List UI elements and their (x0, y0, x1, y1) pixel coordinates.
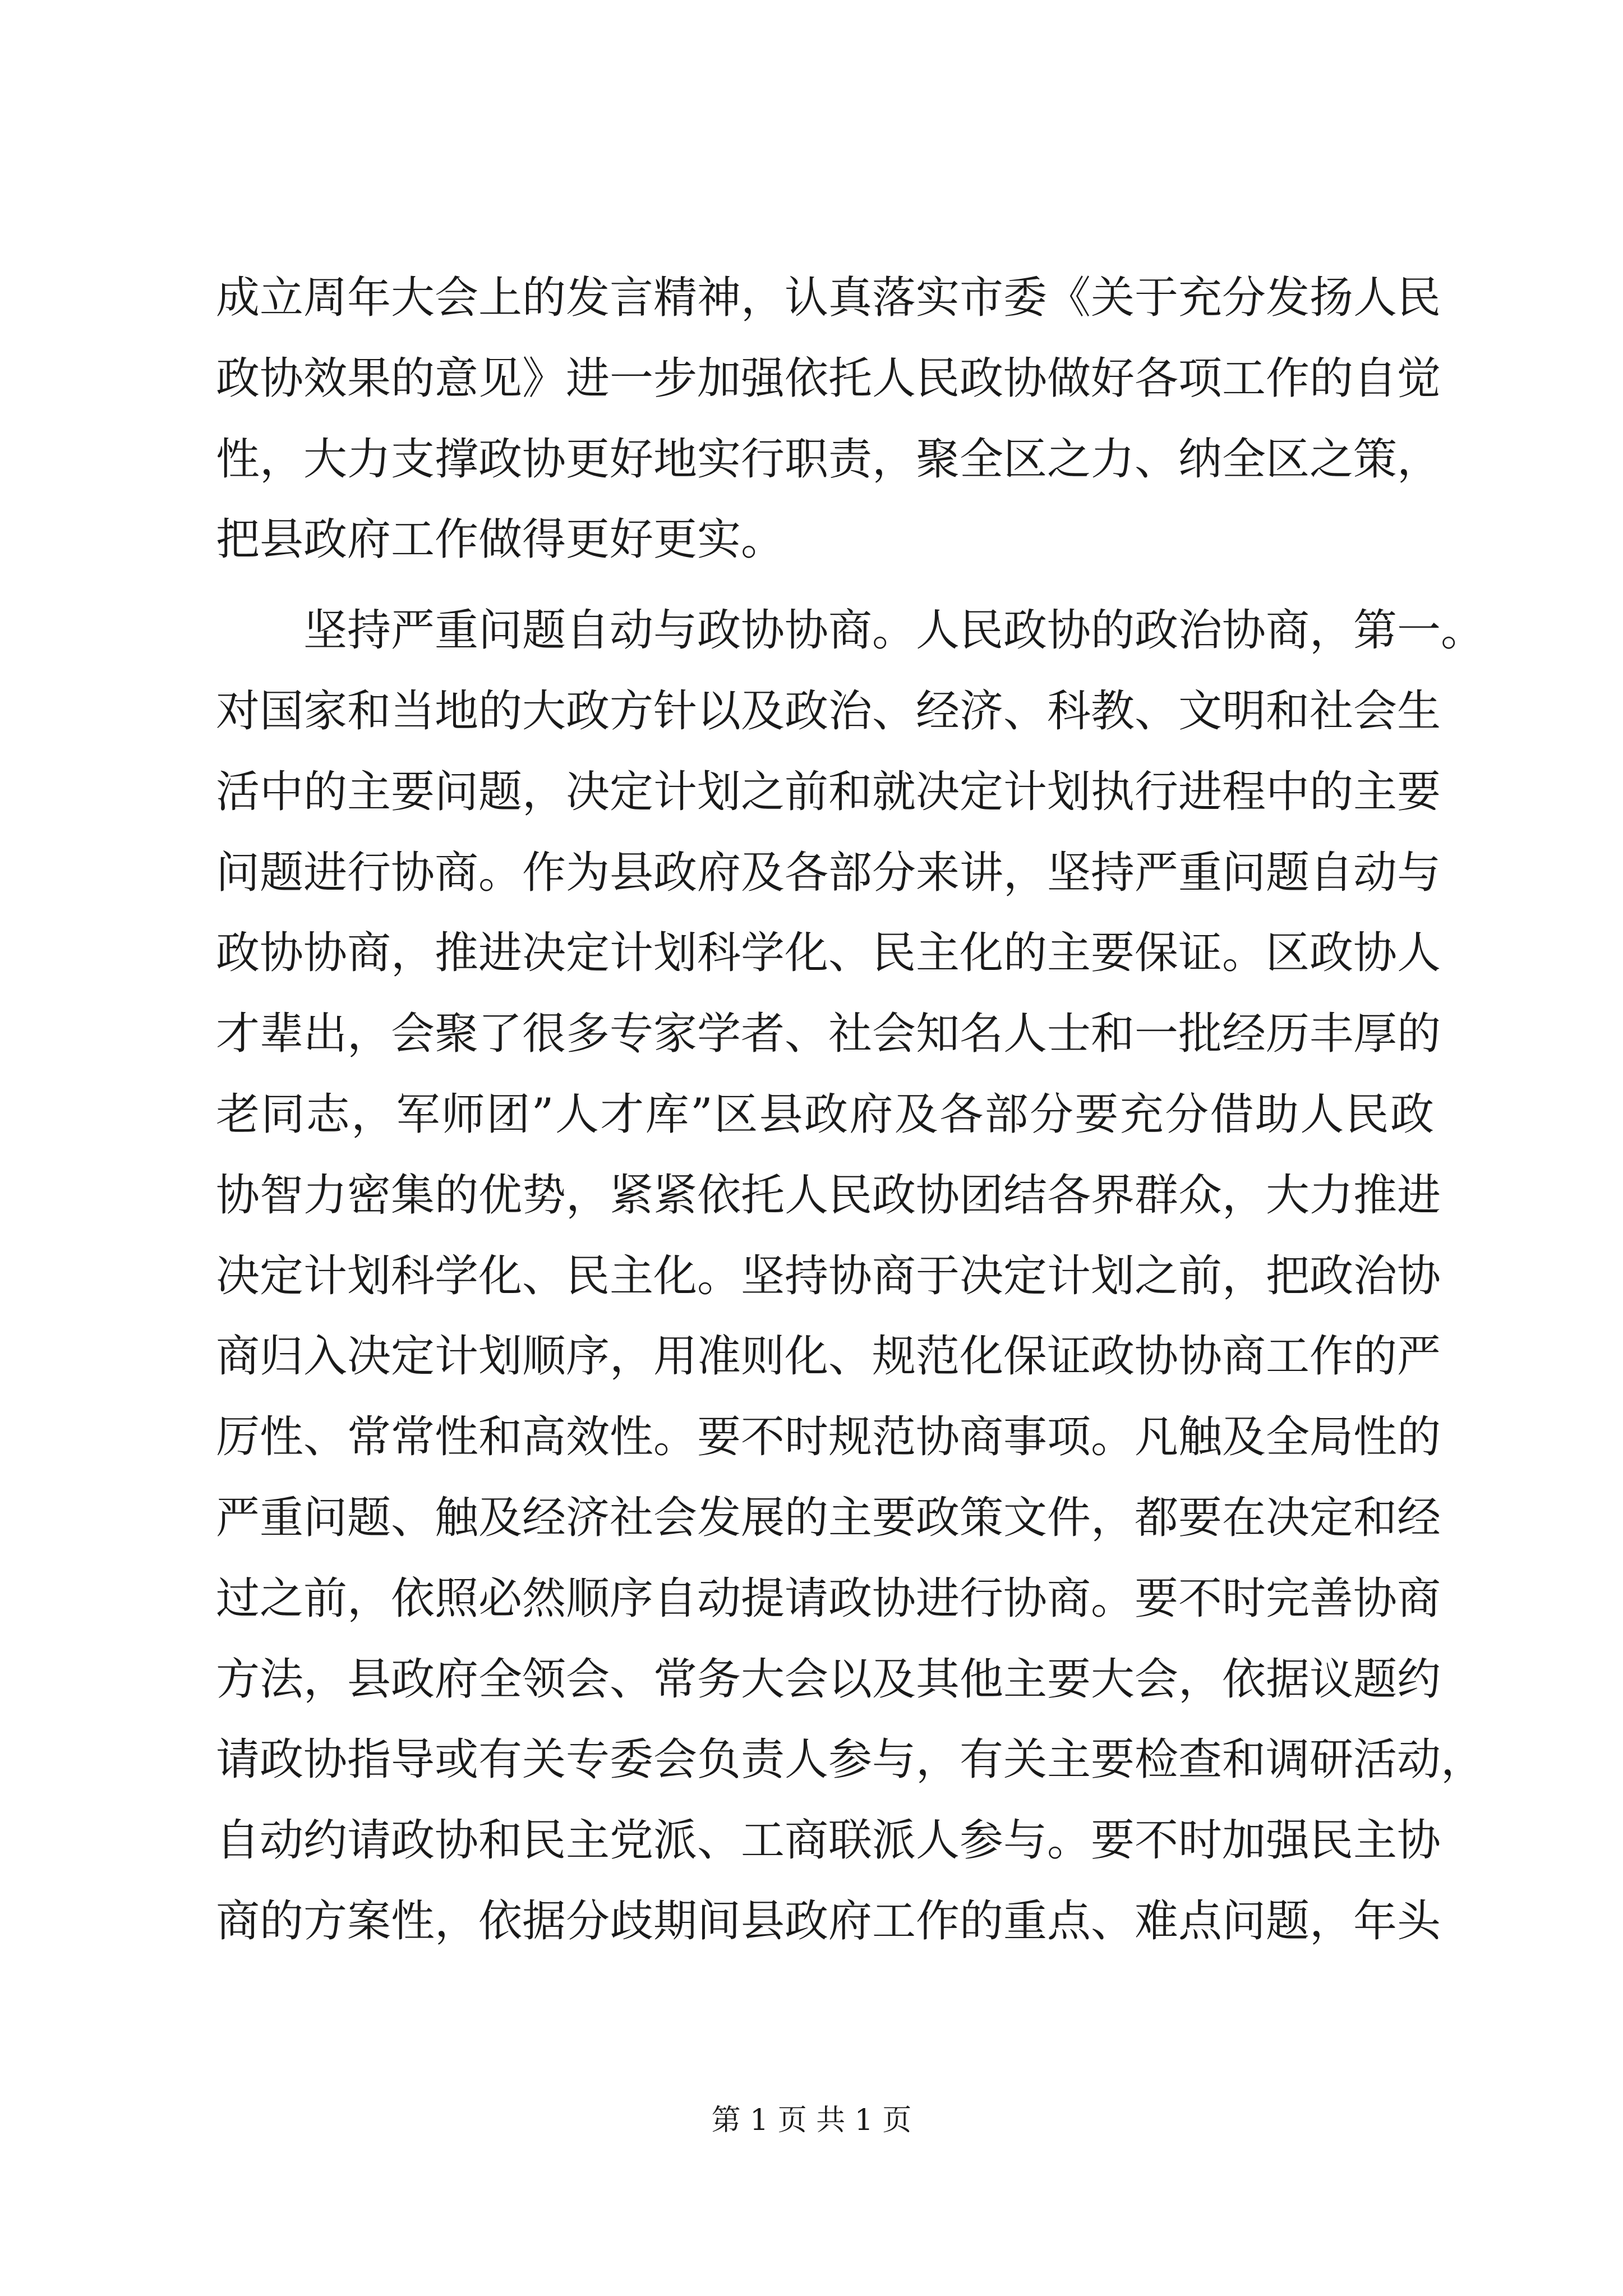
text-line: 性，大力支撑政协更好地实行职责，聚全区之力、纳全区之策， (216, 434, 1441, 485)
page-footer: 第 1 页 共 1 页 (711, 2104, 912, 2137)
text-line: 成立周年大会上的发言精神，认真落实市委《关于充分发扬人民 (216, 273, 1441, 323)
paragraph (216, 258, 1441, 581)
text-line: 坚持严重问题自动与政协协商。人民政协的政治协商，第一。 (303, 605, 1485, 656)
text-line: 过之前，依照必然顺序自动提请政协进行协商。要不时完善协商 (216, 1573, 1441, 1624)
text-line: 才辈出，会聚了很多专家学者、社会知名人士和一批经历丰厚的 (216, 1009, 1441, 1060)
text-line: 厉性、常常性和高效性。要不时规范协商事项。凡触及全局性的 (216, 1412, 1441, 1463)
text-line: 请政协指导或有关专委会负责人参与，有关主要检查和调研活动， (216, 1734, 1485, 1786)
text-line: 老同志，军师团”人才库”区县政府及各部分要充分借助人民政 (216, 1089, 1434, 1140)
text-line: 方法，县政府全领会、常务大会以及其他主要大会，依据议题约 (216, 1654, 1441, 1705)
paragraph (216, 591, 1485, 1962)
text-line: 协智力密集的优势，紧紧依托人民政协团结各界群众，大力推进 (216, 1170, 1441, 1221)
text-line: 决定计划科学化、民主化。坚持协商于决定计划之前，把政治协 (216, 1250, 1441, 1301)
text-line: 商的方案性，依据分歧期间县政府工作的重点、难点问题，年头 (216, 1895, 1441, 1947)
text-line: 活中的主要问题，决定计划之前和就决定计划执行进程中的主要 (216, 766, 1441, 817)
text-line: 把县政府工作做得更好更实。 (216, 514, 785, 565)
body-text (216, 258, 1485, 1962)
text-line: 问题进行协商。作为县政府及各部分来讲，坚持严重问题自动与 (216, 847, 1441, 898)
text-line: 商归入决定计划顺序，用准则化、规范化保证政协协商工作的严 (216, 1331, 1441, 1382)
text-line: 政协协商，推进决定计划科学化、民主化的主要保证。区政协人 (216, 928, 1441, 979)
text-line: 政协效果的意见》进一步加强依托人民政协做好各项工作的自觉 (216, 353, 1441, 404)
text-line: 自动约请政协和民主党派、工商联派人参与。要不时加强民主协 (216, 1815, 1441, 1866)
paragraph-gap (216, 581, 1434, 591)
text-line: 严重问题、触及经济社会发展的主要政策文件，都要在决定和经 (216, 1492, 1441, 1543)
text-line: 对国家和当地的大政方针以及政治、经济、科教、文明和社会生 (216, 685, 1441, 737)
